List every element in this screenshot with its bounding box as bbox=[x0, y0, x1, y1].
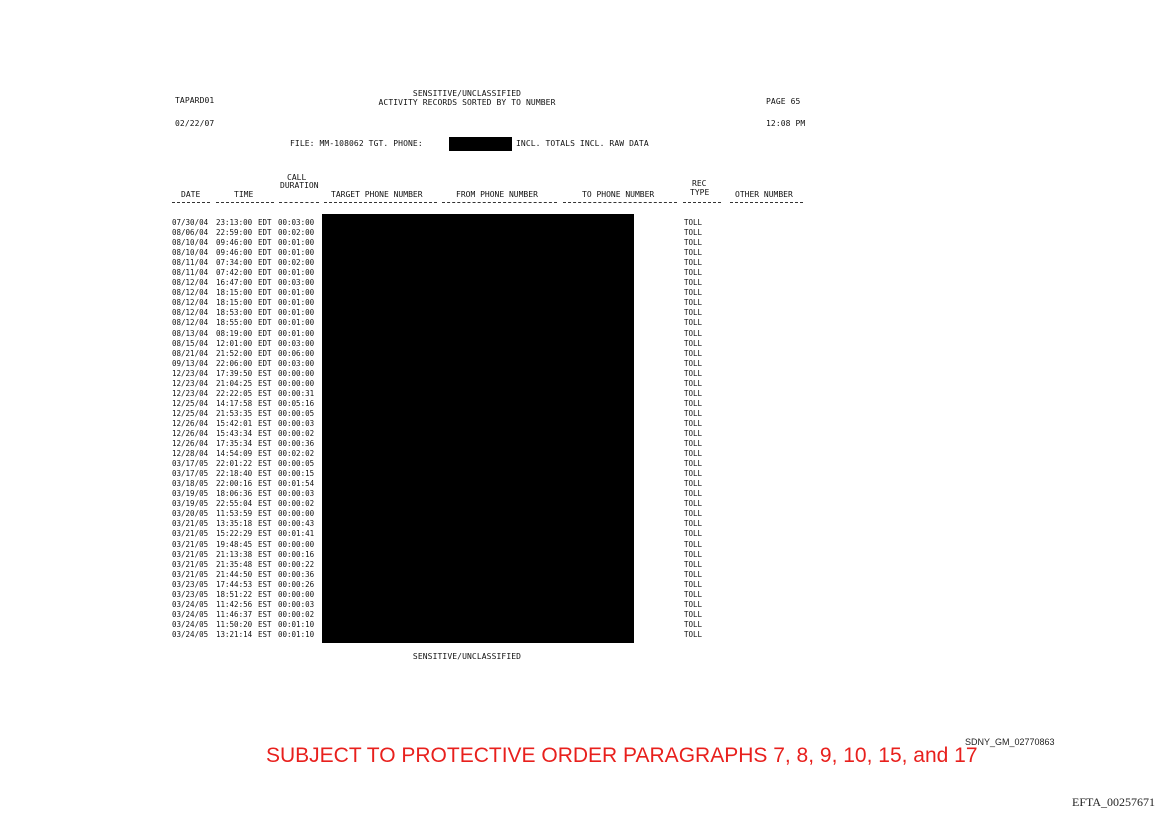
cell-duration: 00:00:00 bbox=[278, 378, 315, 388]
report-date: 02/22/07 bbox=[175, 119, 215, 128]
cell-timezone: EDT bbox=[258, 218, 272, 227]
cell-duration: 00:01:00 bbox=[278, 318, 315, 328]
cell-duration: 00:01:54 bbox=[278, 479, 315, 489]
cell-time: 14:54:09 bbox=[216, 449, 253, 459]
cell-date: 03/23/05 bbox=[172, 579, 209, 589]
cell-timezone: EST bbox=[258, 519, 272, 529]
cell-time: 16:47:00 bbox=[216, 278, 253, 288]
cell-timezone: EST bbox=[258, 398, 272, 408]
cell-duration: 00:01:10 bbox=[278, 629, 315, 639]
cell-timezone: EST bbox=[258, 559, 272, 569]
cell-time: 15:22:29 bbox=[216, 529, 253, 539]
report-time: 12:08 PM bbox=[766, 119, 806, 128]
cell-date: 12/23/04 bbox=[172, 388, 209, 398]
cell-date: 12/26/04 bbox=[172, 428, 209, 438]
cell-rec-type: TOLL bbox=[684, 549, 703, 559]
cell-duration: 00:00:22 bbox=[278, 559, 315, 569]
cell-time: 17:44:53 bbox=[216, 579, 253, 589]
cell-timezone: EDT bbox=[258, 288, 272, 298]
cell-rec-type: TOLL bbox=[684, 599, 703, 609]
cell-timezone: EST bbox=[258, 459, 272, 469]
cell-date: 08/11/04 bbox=[172, 268, 209, 278]
cell-rec-type: TOLL bbox=[684, 258, 703, 268]
cell-timezone: EST bbox=[258, 489, 272, 499]
cell-date: 08/12/04 bbox=[172, 318, 209, 328]
cell-rec-type: TOLL bbox=[684, 479, 703, 489]
cell-timezone: EDT bbox=[258, 318, 272, 328]
divider-to bbox=[563, 202, 677, 203]
cell-date: 08/12/04 bbox=[172, 278, 209, 288]
divider-time bbox=[216, 202, 274, 203]
cell-rec-type: TOLL bbox=[684, 238, 703, 248]
cell-date: 08/12/04 bbox=[172, 298, 209, 308]
cell-rec-type: TOLL bbox=[684, 378, 703, 388]
col-type: TYPE bbox=[690, 188, 710, 197]
cell-duration: 00:01:00 bbox=[278, 298, 315, 308]
cell-duration: 00:02:02 bbox=[278, 449, 315, 459]
cell-date: 03/21/05 bbox=[172, 539, 209, 549]
cell-rec-type: TOLL bbox=[684, 388, 703, 398]
cell-timezone: EST bbox=[258, 368, 272, 378]
cell-date: 12/23/04 bbox=[172, 378, 209, 388]
cell-timezone: EST bbox=[258, 418, 272, 428]
cell-rec-type: TOLL bbox=[684, 579, 703, 589]
cell-duration: 00:00:05 bbox=[278, 408, 315, 418]
cell-duration: 00:00:05 bbox=[278, 459, 315, 469]
cell-duration: 00:01:00 bbox=[278, 308, 315, 318]
report-title: ACTIVITY RECORDS SORTED BY TO NUMBER bbox=[378, 98, 556, 107]
cell-timezone: EDT bbox=[258, 308, 272, 318]
cell-rec-type: TOLL bbox=[684, 368, 703, 378]
cell-timezone: EDT bbox=[258, 328, 272, 338]
file-label: FILE: MM-108062 TGT. PHONE: bbox=[290, 139, 423, 148]
cell-rec-type: TOLL bbox=[684, 428, 703, 438]
cell-timezone: EDT bbox=[258, 258, 272, 268]
cell-date: 03/24/05 bbox=[172, 619, 209, 629]
classification-top: SENSITIVE/UNCLASSIFIED bbox=[412, 89, 522, 98]
cell-duration: 00:01:00 bbox=[278, 288, 315, 298]
cell-time: 11:42:56 bbox=[216, 599, 253, 609]
cell-duration: 00:01:10 bbox=[278, 619, 315, 629]
cell-duration: 00:01:00 bbox=[278, 328, 315, 338]
cell-duration: 00:00:36 bbox=[278, 439, 315, 449]
cell-date: 03/24/05 bbox=[172, 599, 209, 609]
cell-rec-type: TOLL bbox=[684, 248, 703, 258]
cell-timezone: EST bbox=[258, 629, 272, 639]
cell-timezone: EST bbox=[258, 589, 272, 599]
cell-date: 12/23/04 bbox=[172, 368, 209, 378]
cell-duration: 00:00:26 bbox=[278, 579, 315, 589]
cell-rec-type: TOLL bbox=[684, 408, 703, 418]
cell-time: 08:19:00 bbox=[216, 328, 253, 338]
col-other-number: OTHER NUMBER bbox=[735, 190, 793, 199]
cell-time: 15:43:34 bbox=[216, 428, 253, 438]
cell-time: 22:18:40 bbox=[216, 469, 253, 479]
cell-duration: 00:03:00 bbox=[278, 338, 315, 348]
cell-date: 12/25/04 bbox=[172, 398, 209, 408]
cell-time: 09:46:00 bbox=[216, 238, 253, 248]
divider-type bbox=[683, 202, 721, 203]
cell-rec-type: TOLL bbox=[684, 348, 703, 358]
cell-rec-type: TOLL bbox=[684, 489, 703, 499]
cell-date: 03/17/05 bbox=[172, 459, 209, 469]
cell-time: 07:34:00 bbox=[216, 258, 253, 268]
cell-date: 07/30/04 bbox=[172, 218, 209, 227]
cell-rec-type: TOLL bbox=[684, 539, 703, 549]
cell-time: 13:35:18 bbox=[216, 519, 253, 529]
cell-date: 03/21/05 bbox=[172, 549, 209, 559]
cell-date: 08/15/04 bbox=[172, 338, 209, 348]
cell-duration: 00:03:00 bbox=[278, 278, 315, 288]
cell-rec-type: TOLL bbox=[684, 469, 703, 479]
cell-rec-type: TOLL bbox=[684, 268, 703, 278]
cell-timezone: EST bbox=[258, 378, 272, 388]
cell-time: 22:59:00 bbox=[216, 228, 253, 238]
cell-date: 03/19/05 bbox=[172, 499, 209, 509]
cell-date: 09/13/04 bbox=[172, 358, 209, 368]
cell-time: 23:13:00 bbox=[216, 218, 253, 227]
cell-date: 08/06/04 bbox=[172, 228, 209, 238]
cell-time: 11:46:37 bbox=[216, 609, 253, 619]
cell-timezone: EST bbox=[258, 549, 272, 559]
bates-number: SDNY_GM_02770863 bbox=[965, 737, 1055, 747]
cell-timezone: EST bbox=[258, 388, 272, 398]
cell-rec-type: TOLL bbox=[684, 398, 703, 408]
cell-timezone: EDT bbox=[258, 238, 272, 248]
cell-time: 21:04:25 bbox=[216, 378, 253, 388]
cell-duration: 00:00:02 bbox=[278, 428, 315, 438]
cell-rec-type: TOLL bbox=[684, 228, 703, 238]
cell-duration: 00:00:03 bbox=[278, 599, 315, 609]
cell-timezone: EST bbox=[258, 439, 272, 449]
col-date: DATE bbox=[181, 190, 201, 199]
protective-order-notice: SUBJECT TO PROTECTIVE ORDER PARAGRAPHS 7, 8, 9, 10, 15, and 17 bbox=[266, 744, 978, 767]
cell-time: 21:44:50 bbox=[216, 569, 253, 579]
cell-rec-type: TOLL bbox=[684, 559, 703, 569]
cell-time: 17:39:50 bbox=[216, 368, 253, 378]
cell-date: 08/21/04 bbox=[172, 348, 209, 358]
divider-duration bbox=[279, 202, 319, 203]
cell-rec-type: TOLL bbox=[684, 439, 703, 449]
cell-duration: 00:00:00 bbox=[278, 509, 315, 519]
cell-duration: 00:00:02 bbox=[278, 499, 315, 509]
cell-date: 03/23/05 bbox=[172, 589, 209, 599]
cell-timezone: EDT bbox=[258, 348, 272, 358]
report-options: INCL. TOTALS INCL. RAW DATA bbox=[516, 139, 649, 148]
cell-time: 18:53:00 bbox=[216, 308, 253, 318]
cell-rec-type: TOLL bbox=[684, 449, 703, 459]
cell-date: 03/24/05 bbox=[172, 629, 209, 639]
cell-time: 22:06:00 bbox=[216, 358, 253, 368]
cell-time: 21:13:38 bbox=[216, 549, 253, 559]
cell-date: 03/21/05 bbox=[172, 529, 209, 539]
cell-date: 08/12/04 bbox=[172, 308, 209, 318]
cell-timezone: EDT bbox=[258, 338, 272, 348]
cell-rec-type: TOLL bbox=[684, 328, 703, 338]
cell-date: 03/21/05 bbox=[172, 559, 209, 569]
cell-time: 09:46:00 bbox=[216, 248, 253, 258]
divider-target bbox=[324, 202, 437, 203]
cell-duration: 00:01:00 bbox=[278, 238, 315, 248]
cell-time: 19:48:45 bbox=[216, 539, 253, 549]
cell-duration: 00:00:15 bbox=[278, 469, 315, 479]
cell-duration: 00:00:03 bbox=[278, 418, 315, 428]
cell-duration: 00:05:16 bbox=[278, 398, 315, 408]
cell-timezone: EST bbox=[258, 408, 272, 418]
cell-time: 21:35:48 bbox=[216, 559, 253, 569]
cell-duration: 00:03:00 bbox=[278, 218, 315, 227]
cell-rec-type: TOLL bbox=[684, 519, 703, 529]
cell-time: 12:01:00 bbox=[216, 338, 253, 348]
cell-time: 11:53:59 bbox=[216, 509, 253, 519]
cell-time: 15:42:01 bbox=[216, 418, 253, 428]
cell-rec-type: TOLL bbox=[684, 318, 703, 328]
cell-timezone: EDT bbox=[258, 278, 272, 288]
cell-time: 18:06:36 bbox=[216, 489, 253, 499]
cell-time: 22:22:05 bbox=[216, 388, 253, 398]
cell-date: 03/19/05 bbox=[172, 489, 209, 499]
cell-rec-type: TOLL bbox=[684, 569, 703, 579]
cell-duration: 00:00:00 bbox=[278, 589, 315, 599]
cell-rec-type: TOLL bbox=[684, 459, 703, 469]
divider-date bbox=[172, 202, 210, 203]
cell-duration: 00:00:36 bbox=[278, 569, 315, 579]
cell-date: 08/12/04 bbox=[172, 288, 209, 298]
cell-duration: 00:00:43 bbox=[278, 519, 315, 529]
divider-from bbox=[442, 202, 557, 203]
cell-timezone: EST bbox=[258, 428, 272, 438]
cell-timezone: EST bbox=[258, 599, 272, 609]
classification-bottom: SENSITIVE/UNCLASSIFIED bbox=[412, 652, 522, 661]
cell-timezone: EDT bbox=[258, 248, 272, 258]
cell-time: 22:55:04 bbox=[216, 499, 253, 509]
cell-date: 08/10/04 bbox=[172, 248, 209, 258]
cell-timezone: EST bbox=[258, 479, 272, 489]
efta-number: EFTA_00257671 bbox=[1072, 795, 1156, 809]
cell-date: 03/24/05 bbox=[172, 609, 209, 619]
cell-duration: 00:00:00 bbox=[278, 539, 315, 549]
cell-rec-type: TOLL bbox=[684, 298, 703, 308]
cell-date: 03/21/05 bbox=[172, 569, 209, 579]
cell-time: 22:01:22 bbox=[216, 459, 253, 469]
cell-duration: 00:00:31 bbox=[278, 388, 315, 398]
cell-date: 12/28/04 bbox=[172, 449, 209, 459]
redaction-target-phone bbox=[449, 137, 512, 151]
redaction-phone-numbers bbox=[322, 214, 634, 643]
cell-timezone: EDT bbox=[258, 298, 272, 308]
cell-timezone: EST bbox=[258, 569, 272, 579]
cell-timezone: EST bbox=[258, 579, 272, 589]
cell-timezone: EST bbox=[258, 449, 272, 459]
cell-rec-type: TOLL bbox=[684, 529, 703, 539]
col-call: CALL bbox=[287, 173, 307, 182]
cell-rec-type: TOLL bbox=[684, 499, 703, 509]
cell-rec-type: TOLL bbox=[684, 609, 703, 619]
cell-date: 08/11/04 bbox=[172, 258, 209, 268]
cell-rec-type: TOLL bbox=[684, 278, 703, 288]
cell-date: 03/17/05 bbox=[172, 469, 209, 479]
cell-time: 17:35:34 bbox=[216, 439, 253, 449]
cell-timezone: EDT bbox=[258, 228, 272, 238]
cell-duration: 00:06:00 bbox=[278, 348, 315, 358]
cell-timezone: EST bbox=[258, 499, 272, 509]
cell-rec-type: TOLL bbox=[684, 589, 703, 599]
divider-other bbox=[730, 202, 803, 203]
cell-rec-type: TOLL bbox=[684, 629, 703, 639]
cell-timezone: EST bbox=[258, 609, 272, 619]
col-rec: REC bbox=[692, 179, 707, 188]
col-time: TIME bbox=[234, 190, 254, 199]
cell-time: 18:51:22 bbox=[216, 589, 253, 599]
cell-date: 12/26/04 bbox=[172, 439, 209, 449]
col-from-phone: FROM PHONE NUMBER bbox=[456, 190, 538, 199]
cell-rec-type: TOLL bbox=[684, 619, 703, 629]
cell-timezone: EST bbox=[258, 539, 272, 549]
cell-rec-type: TOLL bbox=[684, 509, 703, 519]
cell-duration: 00:02:00 bbox=[278, 258, 315, 268]
cell-duration: 00:01:00 bbox=[278, 248, 315, 258]
cell-date: 08/13/04 bbox=[172, 328, 209, 338]
cell-time: 18:55:00 bbox=[216, 318, 253, 328]
col-target-phone: TARGET PHONE NUMBER bbox=[331, 190, 423, 199]
cell-time: 18:15:00 bbox=[216, 298, 253, 308]
cell-date: 08/10/04 bbox=[172, 238, 209, 248]
cell-timezone: EST bbox=[258, 509, 272, 519]
cell-duration: 00:00:16 bbox=[278, 549, 315, 559]
cell-time: 21:53:35 bbox=[216, 408, 253, 418]
cell-rec-type: TOLL bbox=[684, 358, 703, 368]
cell-timezone: EST bbox=[258, 619, 272, 629]
cell-rec-type: TOLL bbox=[684, 418, 703, 428]
cell-rec-type: TOLL bbox=[684, 338, 703, 348]
cell-duration: 00:01:41 bbox=[278, 529, 315, 539]
cell-timezone: EST bbox=[258, 529, 272, 539]
cell-timezone: EST bbox=[258, 469, 272, 479]
cell-duration: 00:00:02 bbox=[278, 609, 315, 619]
cell-duration: 00:02:00 bbox=[278, 228, 315, 238]
cell-date: 12/25/04 bbox=[172, 408, 209, 418]
cell-date: 03/20/05 bbox=[172, 509, 209, 519]
cell-time: 14:17:58 bbox=[216, 398, 253, 408]
cell-timezone: EDT bbox=[258, 358, 272, 368]
cell-timezone: EDT bbox=[258, 268, 272, 278]
page-number: PAGE 65 bbox=[766, 97, 801, 106]
cell-date: 12/26/04 bbox=[172, 418, 209, 428]
cell-time: 18:15:00 bbox=[216, 288, 253, 298]
cell-rec-type: TOLL bbox=[684, 308, 703, 318]
cell-rec-type: TOLL bbox=[684, 288, 703, 298]
cell-duration: 00:00:03 bbox=[278, 489, 315, 499]
cell-duration: 00:03:00 bbox=[278, 358, 315, 368]
cell-date: 03/21/05 bbox=[172, 519, 209, 529]
cell-duration: 00:01:00 bbox=[278, 268, 315, 278]
cell-rec-type: TOLL bbox=[684, 218, 703, 227]
program-id: TAPARD01 bbox=[175, 96, 215, 105]
cell-duration: 00:00:00 bbox=[278, 368, 315, 378]
cell-time: 13:21:14 bbox=[216, 629, 253, 639]
cell-date: 03/18/05 bbox=[172, 479, 209, 489]
col-to-phone: TO PHONE NUMBER bbox=[582, 190, 655, 199]
cell-time: 22:00:16 bbox=[216, 479, 253, 489]
cell-time: 07:42:00 bbox=[216, 268, 253, 278]
cell-time: 11:50:20 bbox=[216, 619, 253, 629]
cell-time: 21:52:00 bbox=[216, 348, 253, 358]
col-duration: DURATION bbox=[280, 181, 319, 190]
